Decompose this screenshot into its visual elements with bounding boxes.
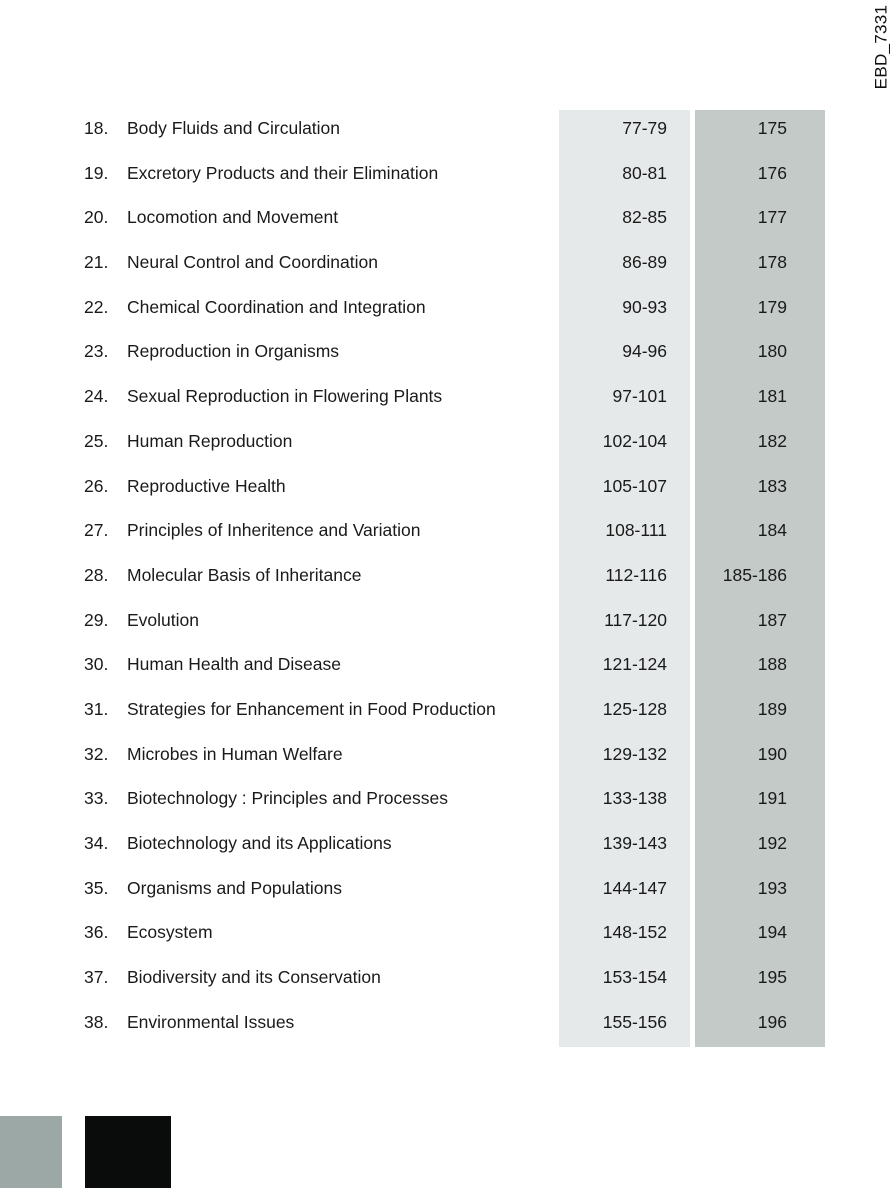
solution-pages: 180 (757, 341, 787, 362)
chapter-title: Molecular Basis of Inheritance (127, 564, 362, 585)
solution-pages: 177 (757, 207, 787, 228)
chapter-title: Biodiversity and its Conservation (127, 967, 381, 988)
solution-pages: 184 (757, 520, 787, 541)
solution-pages: 194 (757, 922, 787, 943)
toc-entry (0, 106, 894, 151)
chapter-pages: 82-85 (622, 207, 667, 228)
toc-entry (0, 464, 894, 509)
solution-pages: 179 (757, 296, 787, 317)
solution-pages: 175 (757, 118, 787, 138)
chapter-number: 27. (84, 520, 109, 541)
chapter-title: Neural Control and Coordination (127, 252, 378, 273)
toc-entry (0, 955, 894, 1000)
toc-entry (0, 508, 894, 553)
toc-entry (0, 910, 894, 955)
solution-pages: 195 (757, 967, 787, 988)
toc-entry (0, 374, 894, 419)
chapter-number: 26. (84, 475, 109, 496)
chapter-number: 20. (84, 207, 109, 228)
chapter-pages: 125-128 (602, 698, 667, 719)
chapter-pages: 117-120 (604, 609, 667, 630)
chapter-number: 19. (84, 162, 109, 183)
toc-entry (0, 866, 894, 911)
chapter-pages: 153-154 (602, 967, 667, 988)
chapter-title: Body Fluids and Circulation (127, 118, 341, 138)
chapter-number: 18. (84, 118, 109, 138)
solution-pages: 190 (757, 743, 787, 764)
chapter-number: 37. (84, 967, 109, 988)
chapter-pages: 90-93 (622, 296, 667, 317)
footer-gray-block (0, 1116, 62, 1188)
chapter-pages: 129-132 (602, 743, 667, 764)
chapter-title: Ecosystem (127, 922, 213, 943)
solution-pages: 178 (757, 252, 787, 273)
chapter-title: Organisms and Populations (127, 877, 342, 898)
chapter-pages: 80-81 (622, 162, 667, 183)
chapter-title: Evolution (127, 609, 199, 630)
toc-entry (0, 598, 894, 643)
solution-pages: 189 (757, 698, 787, 719)
toc-entry (0, 329, 894, 374)
chapter-number: 24. (84, 386, 109, 407)
chapter-title: Chemical Coordination and Integration (127, 296, 426, 317)
chapter-title: Strategies for Enhancement in Food Production (127, 698, 496, 719)
chapter-title: Biotechnology : Principles and Processes (127, 788, 449, 809)
chapter-pages: 77-79 (622, 118, 667, 138)
chapter-number: 23. (84, 341, 109, 362)
toc-entry (0, 240, 894, 285)
toc-entry (0, 195, 894, 240)
chapter-number: 35. (84, 877, 109, 898)
chapter-pages: 133-138 (602, 788, 667, 809)
chapter-number: 25. (84, 430, 109, 451)
toc-entry (0, 642, 894, 687)
toc-entry (0, 776, 894, 821)
solution-pages: 191 (757, 788, 787, 809)
chapter-title: Excretory Products and their Elimination (127, 162, 439, 183)
solution-pages: 183 (757, 475, 787, 496)
table-of-contents (0, 106, 894, 1044)
chapter-number: 31. (84, 698, 109, 719)
toc-entry (0, 687, 894, 732)
chapter-title: Reproduction in Organisms (127, 341, 340, 362)
chapter-title: Environmental Issues (127, 1011, 295, 1032)
chapter-title: Human Health and Disease (127, 654, 342, 675)
chapter-title: Principles of Inheritence and Variation (127, 520, 421, 541)
solution-pages: 176 (757, 162, 787, 183)
chapter-pages: 94-96 (622, 341, 667, 362)
chapter-pages: 108-111 (605, 520, 667, 541)
chapter-title: Biotechnology and its Applications (127, 833, 392, 853)
chapter-number: 33. (84, 788, 109, 809)
chapter-pages: 102-104 (602, 430, 667, 451)
chapter-pages: 97-101 (612, 386, 667, 407)
chapter-number: 38. (84, 1011, 109, 1032)
toc-entry (0, 553, 894, 598)
chapter-pages: 105-107 (602, 475, 667, 496)
chapter-number: 29. (84, 609, 109, 630)
solution-pages: 196 (757, 1011, 787, 1032)
chapter-number: 22. (84, 296, 109, 317)
chapter-pages: 86-89 (622, 252, 667, 273)
solution-pages: 193 (757, 877, 787, 898)
solution-pages: 182 (757, 430, 787, 451)
document-code (868, 2, 894, 92)
solution-pages: 181 (757, 386, 787, 407)
chapter-title: Reproductive Health (127, 475, 286, 496)
solution-pages: 192 (757, 833, 787, 853)
toc-entry (0, 821, 894, 866)
solution-pages: 188 (757, 654, 787, 675)
chapter-number: 32. (84, 743, 109, 764)
toc-entry (0, 1000, 894, 1045)
chapter-pages: 155-156 (602, 1011, 667, 1032)
chapter-pages: 148-152 (602, 922, 667, 943)
toc-entry (0, 419, 894, 464)
chapter-pages: 121-124 (602, 654, 667, 675)
chapter-number: 30. (84, 654, 109, 675)
toc-entry (0, 732, 894, 777)
footer-black-block (85, 1116, 171, 1188)
chapter-title: Sexual Reproduction in Flowering Plants (127, 386, 443, 407)
solution-pages: 185-186 (722, 564, 787, 585)
chapter-number: 34. (84, 833, 109, 853)
chapter-title: Microbes in Human Welfare (127, 743, 343, 764)
solution-pages: 187 (757, 609, 787, 630)
chapter-number: 36. (84, 922, 109, 943)
toc-entry (0, 151, 894, 196)
chapter-number: 28. (84, 564, 109, 585)
chapter-title: Human Reproduction (127, 430, 293, 451)
chapter-pages: 112-116 (605, 564, 667, 585)
chapter-pages: 139-143 (602, 833, 667, 853)
chapter-number: 21. (84, 252, 109, 273)
chapter-title: Locomotion and Movement (127, 207, 339, 228)
toc-entry (0, 285, 894, 330)
chapter-pages: 144-147 (602, 877, 667, 898)
document-code-text: EBD_7331 (871, 4, 891, 90)
